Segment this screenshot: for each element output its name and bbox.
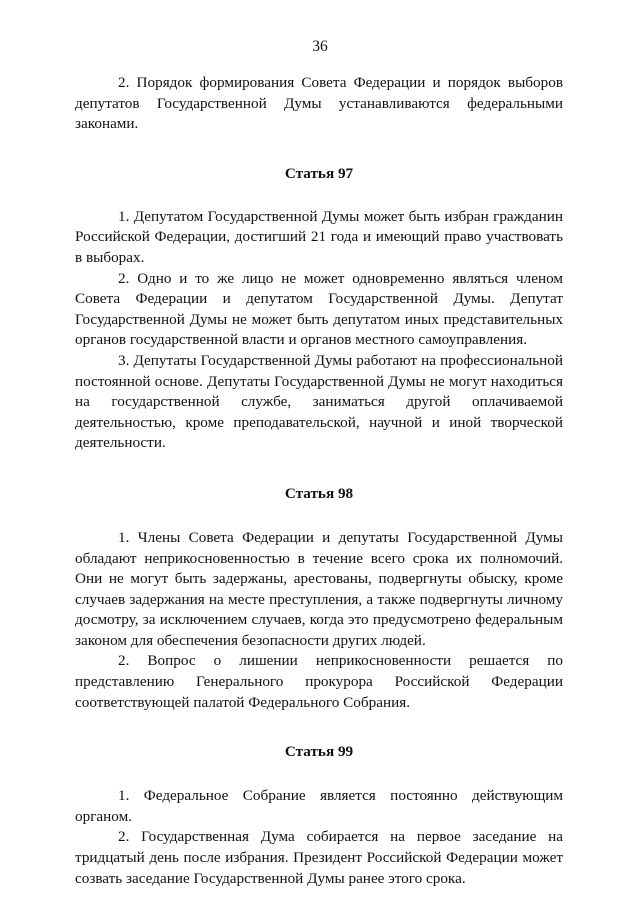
article-98 — [75, 484, 563, 713]
article-97-title: Статья 97 — [284, 164, 354, 182]
article-98-title: Статья 98 — [284, 484, 354, 502]
document-body — [75, 73, 563, 889]
article-97-paragraph-2: 2. Одно и то же лицо не может одновременно являться членом Совета Федерации и депутатом Государственной Думы. Депутат Государственной Думы не может быть депутатом иных представительных органов государственной власти и органов местного самоуправления. — [75, 269, 563, 349]
article-99-paragraph-1: 1. Федеральное Собрание является постоянно действующим органом. — [75, 787, 563, 825]
article-98-paragraph-2: 2. Вопрос о лишении неприкосновенности решается по представлению Генерального прокурора Российской Федерации соответствующей палатой Федерального Собрания. — [75, 652, 563, 711]
article-97-paragraph-1: 1. Депутатом Государственной Думы может быть избран гражданин Российской Федерации, достигший 21 года и имеющий право участвовать в выборах. — [75, 207, 563, 266]
article-98-paragraph-1: 1. Члены Совета Федерации и депутаты Государственной Думы обладают неприкосновенностью в течение всего срока их полномочий. Они не могут быть задержаны, арестованы, подвергнуты обыску, кроме случаев задержания на месте преступления, а также подвергнуты личному досмотру, за исключением случаев, когда это предусмотрено федеральным законом для обеспечения безопасности других людей. — [75, 528, 563, 649]
article-97 — [75, 164, 563, 454]
article-99 — [75, 742, 563, 889]
page-number: 36 — [312, 38, 328, 55]
intro-paragraph-2: 2. Порядок формирования Совета Федерации и порядок выборов депутатов Государственной Думы устанавливаются федеральными законами. — [75, 74, 563, 133]
article-99-title: Статья 99 — [284, 743, 354, 761]
article-97-paragraph-3: 3. Депутаты Государственной Думы работают на профессиональной постоянной основе. Депутаты Государственной Думы не могут находиться на государственной службе, заниматься другой оплачиваемой деятельностью, кроме преподавательской, научной и иной творческой деятельности. — [75, 351, 563, 452]
article-99-paragraph-2: 2. Государственная Дума собирается на первое заседание на тридцатый день после избрания. Президент Российской Федерации может созвать заседание Государственной Думы ранее этого срока. — [75, 828, 563, 887]
